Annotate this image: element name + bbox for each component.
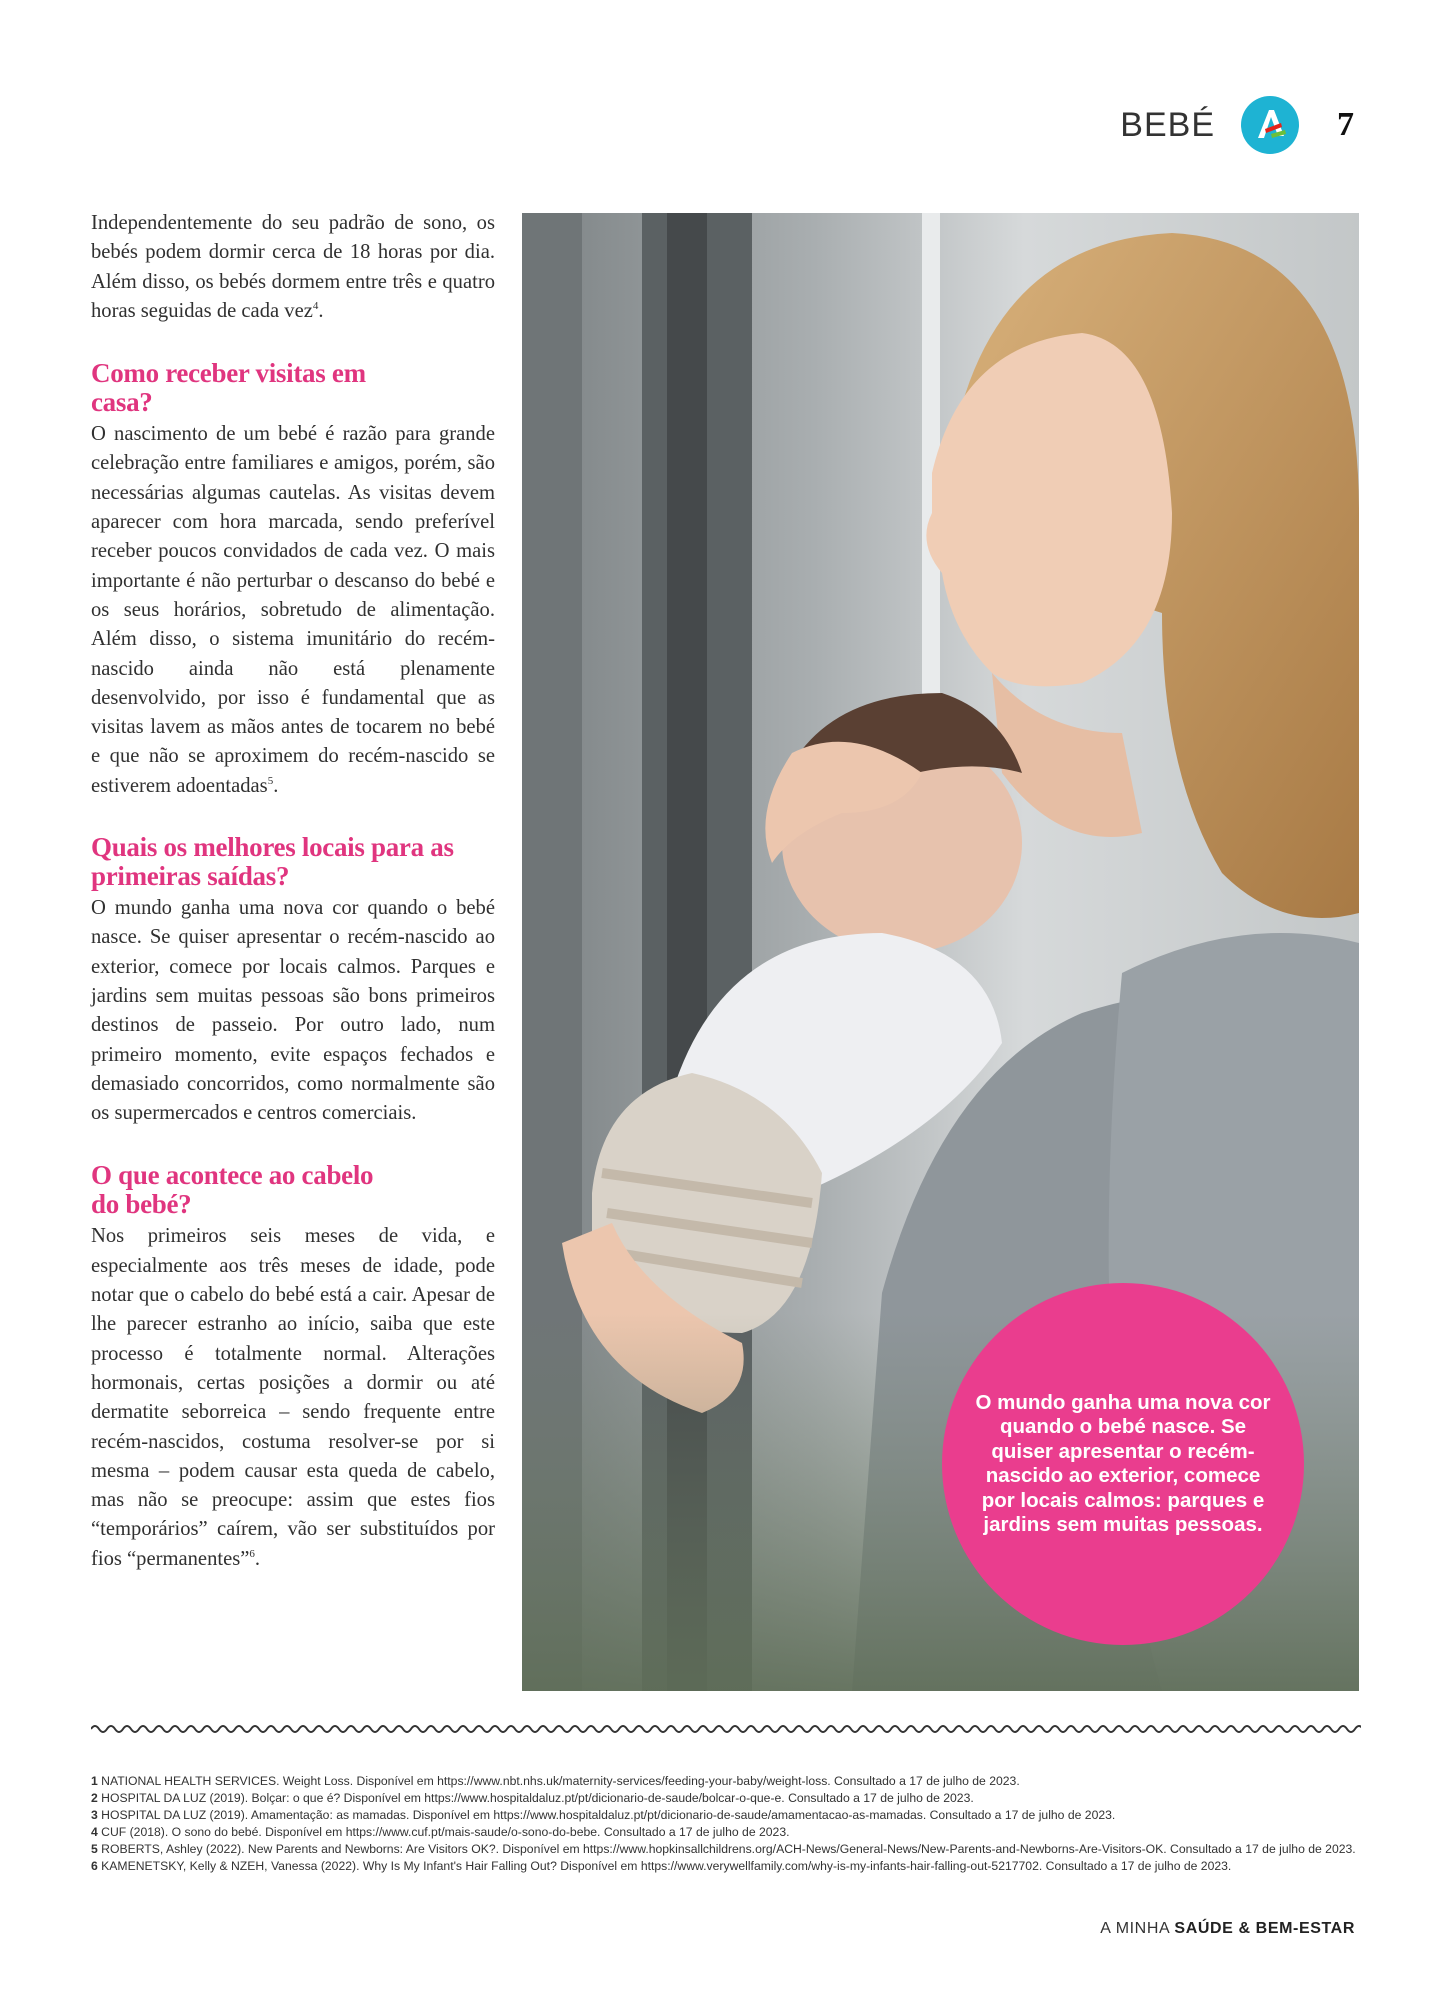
pull-quote-text: O mundo ganha uma nova cor quando o bebé nasce. Se quiser apresentar o recém-nascido ao exterior, comece por locais calmos: parques e jardins sem muitas pessoas.	[975, 1390, 1271, 1536]
intro-paragraph: Independentemente do seu padrão de sono, os bebés podem dormir cerca de 18 horas por dia. Além disso, os bebés dormem entre três e quatro horas seguidas de cada vez$^4$.	[91, 212, 495, 322]
visitors-paragraph: O nascimento de um bebé é razão para grande celebração entre familiares e amigos, porém, são necessárias algumas cautelas. As visitas devem aparecer com hora marcada, sendo preferível receber poucos convidados de cada vez. O mais importante é não perturbar o descanso do bebé e os seus horários, sobretudo de alimentação. Além disso, o sistema imunitário do recém-nascido ainda não está plenamente desenvolvido, por isso é fundamental que as visitas lavem as mãos antes de tocarem no bebé e que não se aproximem do recém-nascido se estiverem adoentadas$^5$.	[91, 423, 495, 797]
references-list	[91, 1773, 1361, 1875]
heading-visitors: Como receber visitas em casa?	[91, 358, 366, 418]
footer-title: SAÚDE & BEM-ESTAR	[1174, 1920, 1355, 1937]
heading-baby-hair: O que acontece ao cabelo do bebé?	[91, 1160, 374, 1220]
magazine-footer	[1100, 1920, 1355, 1938]
reference-item: 5 ROBERTS, Ashley (2022). New Parents and Newborns: Are Visitors OK?. Disponível em https://www.hopkinsallchildrens.org/ACH-News/General-News/New-Parents-and-Newborns-Are-Visitors-OK. Consultado a 17 de julho de 2023.	[91, 1842, 1356, 1856]
outings-paragraph: O mundo ganha uma nova cor quando o bebé nasce. Se quiser apresentar o recém-nascido ao exterior, comece por locais calmos. Parques e jardins sem muitas pessoas são bons primeiros destinos de passeio. Por outro lado, num primeiro momento, evite espaços fechados e demasiado concorridos, como normalmente são os supermercados e centros comerciais.	[91, 897, 495, 1125]
page-number: 7	[1337, 106, 1354, 143]
footer-prefix: A MINHA	[1100, 1920, 1170, 1937]
pull-quote-circle	[942, 1283, 1304, 1645]
auchan-logo-icon	[1241, 96, 1299, 154]
wavy-divider	[91, 1722, 1361, 1736]
page-header	[1120, 96, 1354, 154]
hair-paragraph: Nos primeiros seis meses de vida, e especialmente aos três meses de idade, pode notar que o cabelo do bebé está a cair. Apesar de lhe parecer estranho ao início, saiba que este processo é totalmente normal. Alterações hormonais, certas posições a dormir ou até dermatite seborreica – sendo frequente entre recém-nascidos, costuma resolver-se por si mesma – podem causar esta queda de cabelo, mas não se preocupe: assim que estes fios “temporários” caírem, vão ser substituídos por fios “permanentes”$^6$.	[91, 1225, 495, 1570]
reference-item: 1 NATIONAL HEALTH SERVICES. Weight Loss. Disponível em https://www.nbt.nhs.uk/maternity-services/feeding-your-baby/weight-loss. Consultado a 17 de julho de 2023.	[91, 1774, 1020, 1788]
section-label: BEBÉ	[1120, 105, 1215, 144]
reference-item: 4 CUF (2018). O sono do bebé. Disponível em https://www.cuf.pt/mais-saude/o-sono-do-bebe. Consultado a 17 de julho de 2023.	[91, 1825, 790, 1839]
heading-first-outings: Quais os melhores locais para as primeiras saídas?	[91, 832, 454, 892]
article-column	[91, 209, 495, 1574]
reference-item: 6 KAMENETSKY, Kelly & NZEH, Vanessa (2022). Why Is My Infant's Hair Falling Out? Disponível em https://www.verywellfamily.com/why-is-my-infants-hair-falling-out-5217702. Consultado a 17 de julho de 2023.	[91, 1859, 1232, 1873]
reference-item: 2 HOSPITAL DA LUZ (2019). Bolçar: o que é? Disponível em https://www.hospitaldaluz.pt/pt/dicionario-de-saude/bolcar-o-que-e. Consultado a 17 de julho de 2023.	[91, 1791, 974, 1805]
reference-item: 3 HOSPITAL DA LUZ (2019). Amamentação: as mamadas. Disponível em https://www.hospitaldaluz.pt/pt/dicionario-de-saude/amamentacao-as-mamadas. Consultado a 17 de julho de 2023.	[91, 1808, 1116, 1822]
